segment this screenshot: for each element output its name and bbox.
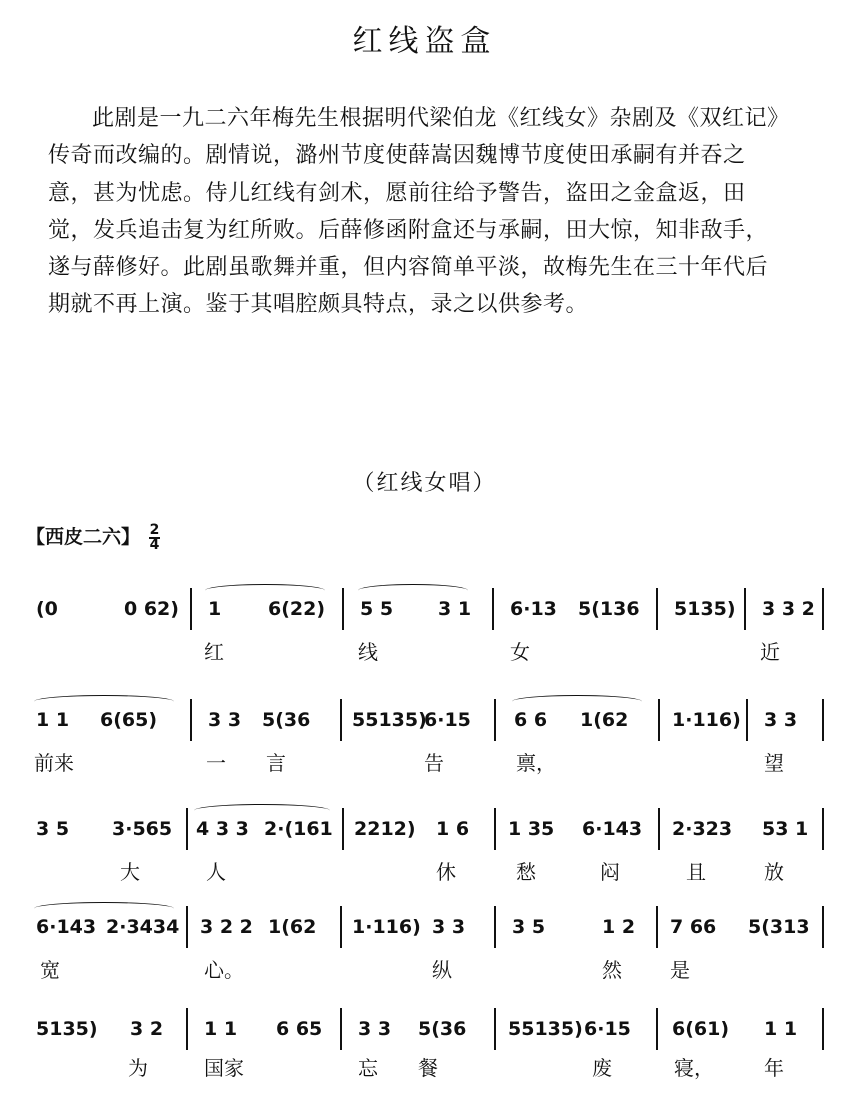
score-line-5 (0, 1018, 849, 1108)
bar-line (658, 808, 660, 850)
lyric: 线 (358, 640, 378, 664)
lyric: 心。 (204, 958, 244, 982)
lyrics-row (0, 636, 849, 668)
notes-row (0, 1018, 849, 1050)
note-group: 3 3 (208, 709, 242, 731)
bar-line (186, 906, 188, 948)
note-group: 4 3 3 (196, 818, 249, 840)
bar-line (822, 1008, 824, 1050)
lyric: 是 (670, 958, 690, 982)
time-signature (149, 521, 161, 553)
lyric: 餐 (418, 1056, 438, 1080)
intro-paragraph (48, 100, 780, 324)
note-group: 6·143 (582, 818, 643, 840)
bar-line (340, 906, 342, 948)
lyric: 言 (266, 751, 286, 775)
intro-text: 此剧是一九二六年梅先生根据明代梁伯龙《红线女》杂剧及《双红记》传奇而改编的。剧情说，潞州节度使薛嵩因魏博节度使田承嗣有并吞之意，甚为忧虑。侍儿红线有剑术，愿前往给予警告，盗田之金盒返，田觉，发兵追击复为红所败。后薛修函附盒还与承嗣，田大惊，知非敌手，遂与薛修好。此剧虽歌舞并重，但内容简单平淡，故梅先生在三十年代后期就不再上演。鉴于其唱腔颇具特点，录之以供参考。 (48, 106, 779, 318)
bar-line (342, 808, 344, 850)
bar-line (822, 808, 824, 850)
bar-line (186, 808, 188, 850)
lyric: 纵 (432, 958, 452, 982)
lyrics-row (0, 856, 849, 888)
lyric: 望 (764, 751, 784, 775)
bar-line (656, 1008, 658, 1050)
notes-row (0, 818, 849, 850)
time-signature-top: 2 (149, 521, 160, 538)
note-group: 7 66 (670, 916, 717, 938)
note-group: 6 6 (514, 709, 548, 731)
note-group: 53 1 (762, 818, 809, 840)
lyric: 前来 (34, 751, 74, 775)
lyric: 宽 (40, 958, 60, 982)
note-group: 1 6 (436, 818, 470, 840)
note-group: 5(313 (748, 916, 810, 938)
bar-line (190, 588, 192, 630)
lyric: 闷 (600, 860, 620, 884)
note-group: 55135) (352, 709, 427, 731)
bar-line (494, 699, 496, 741)
bar-line (186, 1008, 188, 1050)
lyric: 寝， (674, 1056, 714, 1080)
note-group: 3 2 2 (200, 916, 253, 938)
mode-text: 【西皮二六】 (26, 526, 141, 548)
lyric: 为 (128, 1056, 148, 1080)
note-group: 1·116) (672, 709, 741, 731)
note-group: 1(62 (580, 709, 629, 731)
bar-line (744, 588, 746, 630)
note-group: 6·15 (584, 1018, 631, 1040)
note-group: 3·565 (112, 818, 173, 840)
score-line-4 (0, 916, 849, 1006)
lyric: 禀， (516, 751, 556, 775)
bar-line (822, 699, 824, 741)
lyrics-row (0, 954, 849, 986)
note-group: 3 5 (512, 916, 546, 938)
note-group: 1 2 (602, 916, 636, 938)
note-group: 3 5 (36, 818, 70, 840)
lyric: 且 (686, 860, 706, 884)
note-group: 2·323 (672, 818, 733, 840)
lyric: 放 (764, 860, 784, 884)
slur (34, 902, 174, 915)
note-group: 1 (208, 598, 222, 620)
lyric: 人 (206, 860, 226, 884)
notes-row (0, 709, 849, 741)
note-group: 1 35 (508, 818, 555, 840)
note-group: 2·(161 (264, 818, 333, 840)
lyric: 红 (204, 640, 224, 664)
lyric: 忘 (358, 1056, 378, 1080)
bar-line (340, 1008, 342, 1050)
bar-line (492, 588, 494, 630)
bar-line (746, 699, 748, 741)
note-group: 3 3 (358, 1018, 392, 1040)
notes-row (0, 916, 849, 948)
note-group: 5(36 (418, 1018, 467, 1040)
note-group: 3 3 (432, 916, 466, 938)
slur (34, 695, 174, 708)
bar-line (190, 699, 192, 741)
lyrics-row (0, 1052, 849, 1084)
note-group: 5135) (674, 598, 736, 620)
note-group: 5135) (36, 1018, 98, 1040)
score-line-3 (0, 818, 849, 908)
singer-label: （红线女唱） (352, 471, 497, 496)
bar-line (494, 906, 496, 948)
lyric: 告 (424, 751, 444, 775)
slur (512, 695, 642, 708)
note-group: 6(65) (100, 709, 158, 731)
lyric: 女 (510, 640, 530, 664)
bar-line (340, 699, 342, 741)
note-group: 3 2 (130, 1018, 164, 1040)
bar-line (494, 808, 496, 850)
note-group: 6(22) (268, 598, 326, 620)
note-group: 2212) (354, 818, 416, 840)
bar-line (658, 699, 660, 741)
slur (205, 584, 325, 597)
note-group: 55135) (508, 1018, 583, 1040)
page-title: 红线盗盒 (352, 24, 497, 59)
note-group: 1(62 (268, 916, 317, 938)
slur (194, 804, 330, 817)
lyric: 大 (120, 860, 140, 884)
lyric: 废 (592, 1056, 612, 1080)
note-group: 3 1 (438, 598, 472, 620)
lyric: 一 (206, 751, 226, 775)
bar-line (822, 588, 824, 630)
time-signature-bottom: 4 (149, 536, 160, 553)
bar-line (494, 1008, 496, 1050)
note-group: 6 65 (276, 1018, 323, 1040)
lyric: 休 (436, 860, 456, 884)
score-line-1 (0, 598, 849, 688)
slur (358, 584, 468, 597)
note-group: 1 1 (204, 1018, 238, 1040)
note-group: 2·3434 (106, 916, 180, 938)
note-group: 5 5 (360, 598, 394, 620)
lyric: 近 (760, 640, 780, 664)
bar-line (822, 906, 824, 948)
lyrics-row (0, 747, 849, 779)
bar-line (656, 588, 658, 630)
note-group: 5(36 (262, 709, 311, 731)
notes-row (0, 598, 849, 630)
mode-label (26, 522, 160, 552)
note-group: 6(61) (672, 1018, 730, 1040)
note-group: 6·143 (36, 916, 97, 938)
note-group: 1·116) (352, 916, 421, 938)
note-group: 6·15 (424, 709, 471, 731)
lyric: 愁 (516, 860, 536, 884)
note-group: 6·13 (510, 598, 557, 620)
note-group: 1 1 (36, 709, 70, 731)
lyric: 年 (764, 1056, 784, 1080)
bar-line (342, 588, 344, 630)
score-line-2 (0, 709, 849, 799)
lyric: 国家 (204, 1056, 244, 1080)
bar-line (656, 906, 658, 948)
note-group: 5(136 (578, 598, 640, 620)
note-group: 3 3 2 (762, 598, 815, 620)
note-group: 3 3 (764, 709, 798, 731)
lyric: 然 (602, 958, 622, 982)
note-group: 0 62) (124, 598, 179, 620)
note-group: 1 1 (764, 1018, 798, 1040)
note-group: (0 (36, 598, 58, 620)
